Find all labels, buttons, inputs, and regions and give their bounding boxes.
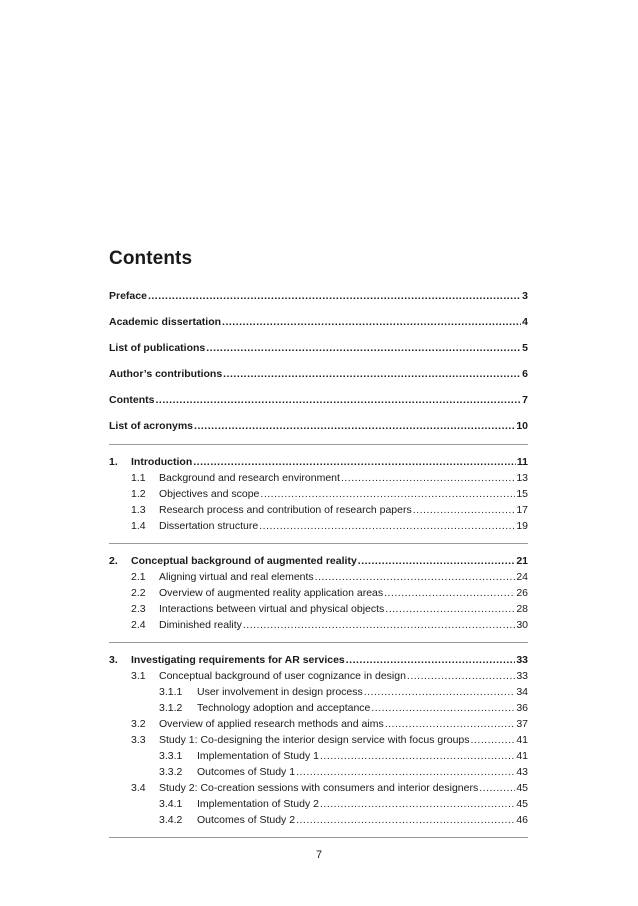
toc-chapter-heading[interactable] (109, 553, 528, 569)
toc-page-number: 30 (516, 619, 528, 631)
leader-dots (358, 553, 516, 569)
leader-dots (384, 585, 515, 601)
leader-dots (193, 454, 516, 470)
toc-section[interactable] (109, 780, 528, 796)
toc-subsection[interactable] (109, 700, 528, 716)
section-number: 3.2 (131, 718, 146, 730)
toc-page-number: 6 (522, 368, 528, 380)
leader-dots (341, 470, 515, 486)
toc-subsection[interactable] (109, 684, 528, 700)
leader-dots (243, 617, 515, 633)
toc-entry-label: Conceptual background of augmented reality (131, 555, 357, 567)
toc-section[interactable] (109, 569, 528, 585)
leader-dots (407, 668, 515, 684)
toc-entry-label: Implementation of Study 1 (197, 750, 319, 762)
divider (109, 543, 528, 544)
toc-subsection[interactable] (109, 748, 528, 764)
toc-section[interactable] (109, 732, 528, 748)
toc-page-number: 33 (516, 654, 528, 666)
leader-dots (260, 486, 515, 502)
toc-subsection[interactable] (109, 796, 528, 812)
section-number: 2.2 (131, 587, 146, 599)
toc-page-number: 11 (516, 456, 528, 468)
toc-chapter-1 (109, 454, 528, 534)
toc-page-number: 5 (522, 342, 528, 354)
chapter-number: 3. (109, 654, 118, 666)
toc-page-number: 10 (516, 420, 528, 432)
leader-dots (259, 518, 515, 534)
leader-dots (479, 780, 515, 796)
divider (109, 444, 528, 445)
leader-dots (413, 502, 516, 518)
section-number: 3.1.1 (159, 686, 183, 698)
toc-entry-label: List of acronyms (109, 420, 194, 432)
toc-entry-label: Background and research environment (159, 472, 340, 484)
leader-dots (346, 652, 516, 668)
toc-entry-label: User involvement in design process (197, 686, 363, 698)
section-number: 1.1 (131, 472, 146, 484)
toc-entry-label: Investigating requirements for AR services (131, 654, 345, 666)
toc-section[interactable] (109, 518, 528, 534)
chapter-number: 1. (109, 456, 118, 468)
toc-entry-authors-contributions[interactable] (109, 366, 528, 382)
toc-entry-contents[interactable] (109, 392, 528, 408)
toc-subsection[interactable] (109, 812, 528, 828)
leader-dots (148, 288, 521, 304)
leader-dots (320, 748, 515, 764)
toc-page-number: 46 (516, 814, 528, 826)
toc-page-number: 26 (516, 587, 528, 599)
toc-entry-label: Conceptual background of user cognizance in design (159, 670, 406, 682)
leader-dots (296, 812, 515, 828)
leader-dots (223, 366, 521, 382)
toc-page-number: 45 (516, 782, 528, 794)
chapter-number: 2. (109, 555, 118, 567)
toc-entry-label: Implementation of Study 2 (197, 798, 319, 810)
toc-entry-label: Aligning virtual and real elements (159, 571, 314, 583)
toc-subsection[interactable] (109, 764, 528, 780)
toc-page-number: 24 (516, 571, 528, 583)
section-number: 3.3 (131, 734, 146, 746)
toc-entry-label: List of publications (109, 342, 206, 354)
section-number: 3.4 (131, 782, 146, 794)
toc-entry-label: Study 2: Co-creation sessions with consumers and interior designers (159, 782, 479, 794)
section-number: 2.4 (131, 619, 146, 631)
section-number: 1.4 (131, 520, 146, 532)
leader-dots (222, 314, 521, 330)
leader-dots (471, 732, 516, 748)
toc-entry-label: Study 1: Co-designing the interior design service with focus groups (159, 734, 470, 746)
toc-page-number: 33 (516, 670, 528, 682)
toc-page-number: 45 (516, 798, 528, 810)
toc-entry-label: Objectives and scope (159, 488, 260, 500)
leader-dots (371, 700, 515, 716)
toc-entry-label: Contents (109, 394, 155, 406)
toc-section[interactable] (109, 716, 528, 732)
toc-entry-label: Introduction (131, 456, 193, 468)
section-number: 3.3.2 (159, 766, 183, 778)
toc-page-number: 34 (516, 686, 528, 698)
toc-entry-label: Outcomes of Study 1 (197, 766, 296, 778)
toc-entry-label: Outcomes of Study 2 (197, 814, 296, 826)
page-number: 7 (315, 849, 323, 861)
toc-page-number: 7 (522, 394, 528, 406)
toc-chapter-3 (109, 652, 528, 828)
leader-dots (206, 340, 521, 356)
toc-entry-label: Overview of augmented reality application areas (159, 587, 384, 599)
toc-page-number: 17 (516, 504, 528, 516)
toc-page-number: 41 (516, 734, 528, 746)
toc-page-number: 19 (516, 520, 528, 532)
section-number: 3.1.2 (159, 702, 183, 714)
toc-entry-preface[interactable] (109, 288, 528, 304)
toc-page-number: 28 (516, 603, 528, 615)
toc-entry-list-of-acronyms[interactable] (109, 418, 528, 434)
section-number: 3.4.1 (159, 798, 183, 810)
leader-dots (194, 418, 515, 434)
toc-entry-label: Preface (109, 290, 147, 302)
toc-page-number: 37 (516, 718, 528, 730)
toc-section[interactable] (109, 601, 528, 617)
section-number: 1.3 (131, 504, 146, 516)
toc-page-number: 15 (516, 488, 528, 500)
toc-section[interactable] (109, 617, 528, 633)
toc-entry-label: Academic dissertation (109, 316, 222, 328)
leader-dots (156, 392, 522, 408)
toc-section[interactable] (109, 502, 528, 518)
toc-page-number: 13 (516, 472, 528, 484)
toc-chapter-heading[interactable] (109, 652, 528, 668)
toc-page-number: 43 (516, 766, 528, 778)
section-number: 3.1 (131, 670, 146, 682)
toc-section[interactable] (109, 486, 528, 502)
leader-dots (296, 764, 515, 780)
toc-entry-label: Overview of applied research methods and aims (159, 718, 384, 730)
leader-dots (385, 716, 516, 732)
divider (109, 642, 528, 643)
leader-dots (385, 601, 515, 617)
toc-entry-label: Dissertation structure (159, 520, 259, 532)
leader-dots (315, 569, 516, 585)
section-number: 3.3.1 (159, 750, 183, 762)
toc-entry-label: Author’s contributions (109, 368, 223, 380)
section-number: 2.1 (131, 571, 146, 583)
toc-entry-label: Research process and contribution of research papers (159, 504, 412, 516)
section-number: 1.2 (131, 488, 146, 500)
toc-page-number: 36 (516, 702, 528, 714)
table-of-contents (109, 288, 528, 847)
toc-page-number: 4 (522, 316, 528, 328)
toc-entry-list-of-publications[interactable] (109, 340, 528, 356)
divider (109, 837, 528, 838)
toc-section[interactable] (109, 585, 528, 601)
toc-section[interactable] (109, 668, 528, 684)
toc-page-number: 41 (516, 750, 528, 762)
toc-entry-label: Interactions between virtual and physical objects (159, 603, 385, 615)
toc-chapter-heading[interactable] (109, 454, 528, 470)
section-number: 2.3 (131, 603, 146, 615)
toc-page-number: 21 (516, 555, 528, 567)
toc-section[interactable] (109, 470, 528, 486)
page-title: Contents (109, 248, 193, 269)
toc-entry-academic-dissertation[interactable] (109, 314, 528, 330)
leader-dots (364, 684, 516, 700)
toc-entry-label: Diminished reality (159, 619, 242, 631)
section-number: 3.4.2 (159, 814, 183, 826)
toc-chapter-2 (109, 553, 528, 633)
toc-entry-label: Technology adoption and acceptance (197, 702, 371, 714)
toc-page-number: 3 (522, 290, 528, 302)
leader-dots (320, 796, 515, 812)
